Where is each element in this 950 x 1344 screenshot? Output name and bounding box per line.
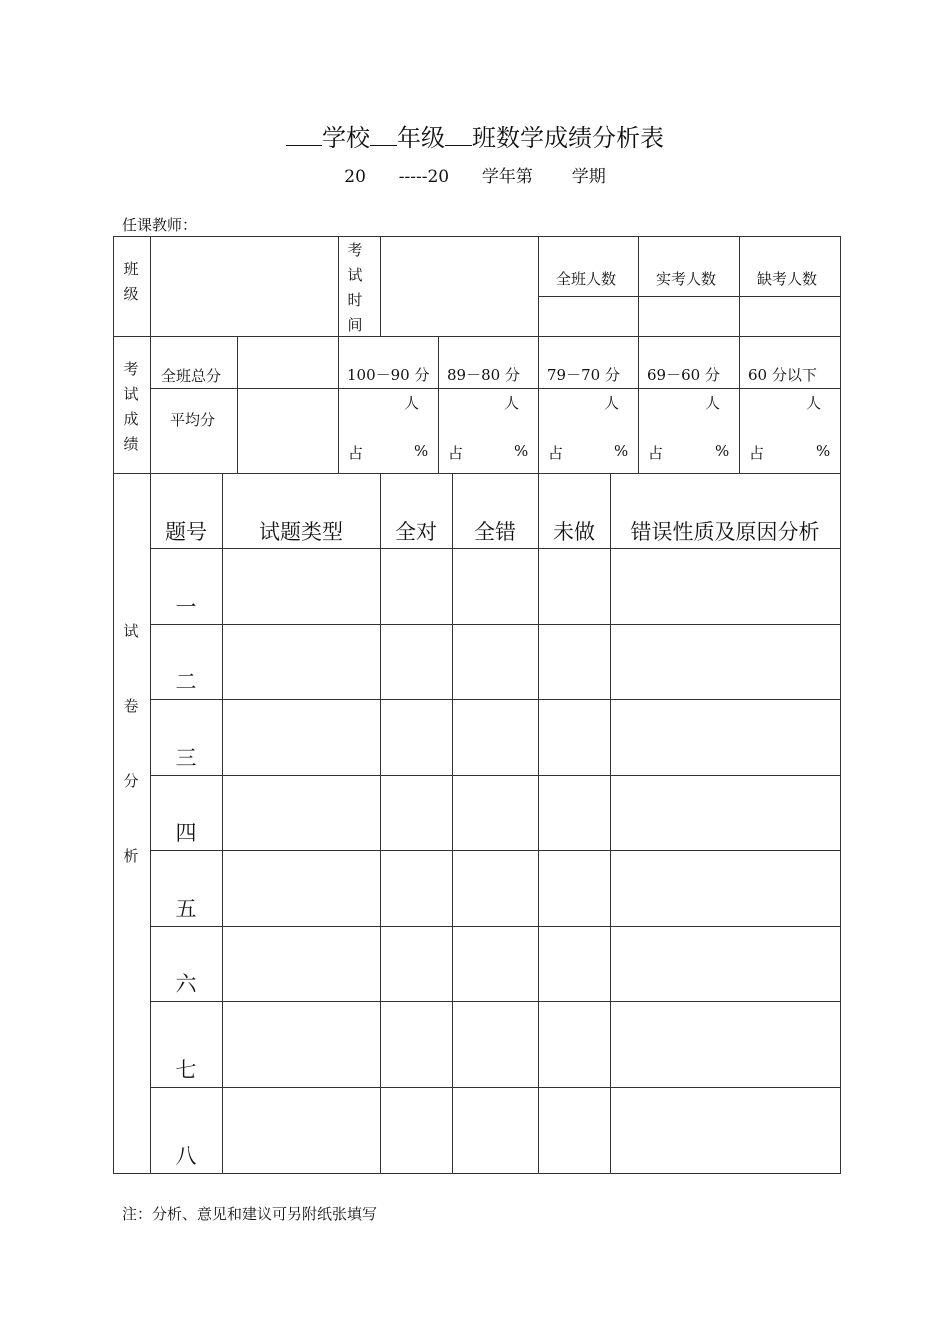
exam-scores-label bbox=[121, 357, 141, 457]
analysis-header: 题号 bbox=[165, 520, 207, 544]
table-rule bbox=[150, 1001, 841, 1002]
table-rule bbox=[538, 236, 539, 337]
table-rule bbox=[638, 236, 639, 337]
table-rule bbox=[222, 473, 223, 1174]
table-rule bbox=[150, 775, 841, 776]
table-rule bbox=[150, 236, 151, 337]
year-end: -----20 bbox=[398, 167, 450, 187]
table-rule bbox=[452, 473, 453, 1174]
share-prefix: 占 bbox=[348, 444, 364, 462]
table-rule bbox=[150, 926, 841, 927]
question-number: 四 bbox=[175, 821, 197, 845]
table-rule bbox=[840, 236, 841, 1174]
year-start: 20 bbox=[344, 167, 366, 187]
persons-unit: 人 bbox=[604, 394, 620, 412]
table-rule bbox=[380, 473, 381, 1174]
score-band-label: 79－70 分 bbox=[547, 366, 620, 384]
percent-sign: % bbox=[715, 442, 730, 460]
analysis-header: 全错 bbox=[474, 520, 516, 544]
footer-note: 注：分析、意见和建议可另附纸张填写 bbox=[122, 1205, 378, 1223]
total-students-label: 全班人数 bbox=[556, 270, 617, 288]
table-rule bbox=[150, 699, 841, 700]
title-main: 班数学成绩分析表 bbox=[472, 124, 664, 152]
persons-unit: 人 bbox=[806, 394, 822, 412]
table-rule bbox=[338, 236, 339, 337]
analysis-header: 错误性质及原因分析 bbox=[630, 520, 820, 544]
question-number: 七 bbox=[175, 1058, 197, 1082]
term-label: 学期 bbox=[571, 167, 606, 187]
table-rule bbox=[113, 236, 841, 237]
persons-unit: 人 bbox=[705, 394, 721, 412]
table-rule bbox=[538, 296, 841, 297]
score-band-label: 100－90 分 bbox=[347, 366, 430, 384]
analysis-header: 未做 bbox=[553, 520, 595, 544]
exam-time-char: 时 bbox=[347, 291, 363, 309]
table-rule bbox=[150, 548, 841, 549]
percent-sign: % bbox=[816, 442, 831, 460]
grade-blank bbox=[370, 123, 397, 146]
percent-sign: % bbox=[514, 442, 529, 460]
percent-sign: % bbox=[614, 442, 629, 460]
score-band-label: 60 分以下 bbox=[748, 366, 817, 384]
class-label-char: 班 bbox=[123, 260, 139, 278]
table-rule bbox=[438, 336, 439, 474]
class-blank bbox=[445, 123, 472, 146]
persons-unit: 人 bbox=[504, 394, 520, 412]
analysis-header: 试题类型 bbox=[259, 520, 343, 544]
actual-students-label: 实考人数 bbox=[656, 270, 717, 288]
table-rule bbox=[150, 1087, 841, 1088]
scores-label-char: 试 bbox=[123, 385, 139, 403]
analysis-label-char: 析 bbox=[123, 847, 139, 865]
table-rule bbox=[113, 236, 114, 1174]
page-title bbox=[0, 118, 950, 153]
question-number: 二 bbox=[175, 670, 197, 694]
analysis-label-char: 卷 bbox=[123, 697, 139, 715]
table-rule bbox=[150, 388, 841, 389]
total-score-label: 全班总分 bbox=[161, 367, 222, 385]
exam-time-label bbox=[345, 238, 365, 338]
question-number: 一 bbox=[175, 595, 197, 619]
question-number: 八 bbox=[175, 1144, 197, 1168]
analysis-header: 全对 bbox=[395, 520, 437, 544]
share-prefix: 占 bbox=[648, 444, 664, 462]
exam-time-char: 试 bbox=[347, 266, 363, 284]
title-school: 学校 bbox=[322, 124, 370, 152]
table-rule bbox=[237, 336, 238, 474]
class-label-char: 级 bbox=[123, 285, 139, 303]
class-label bbox=[121, 257, 141, 307]
title-grade: 年级 bbox=[397, 124, 445, 152]
share-prefix: 占 bbox=[749, 444, 765, 462]
table-rule bbox=[538, 336, 539, 474]
question-number: 六 bbox=[175, 972, 197, 996]
scores-label-char: 绩 bbox=[123, 435, 139, 453]
year-label: 学年第 bbox=[481, 167, 533, 187]
table-rule bbox=[610, 473, 611, 1174]
question-number: 三 bbox=[175, 746, 197, 770]
exam-time-char: 考 bbox=[347, 241, 363, 259]
percent-sign: % bbox=[414, 442, 429, 460]
question-number: 五 bbox=[175, 897, 197, 921]
exam-time-char: 间 bbox=[347, 316, 363, 334]
table-rule bbox=[338, 336, 339, 474]
analysis-label-char: 试 bbox=[123, 622, 139, 640]
table-rule bbox=[150, 336, 151, 474]
school-blank bbox=[286, 123, 322, 146]
score-band-label: 89－80 分 bbox=[447, 366, 520, 384]
score-band-label: 69－60 分 bbox=[647, 366, 720, 384]
table-rule bbox=[739, 336, 740, 474]
scores-label-char: 考 bbox=[123, 360, 139, 378]
academic-year-line bbox=[0, 162, 950, 187]
teacher-label: 任课教师： bbox=[122, 216, 198, 234]
table-rule bbox=[150, 624, 841, 625]
table-rule bbox=[538, 473, 539, 1174]
scores-label-char: 成 bbox=[123, 410, 139, 428]
absent-students-label: 缺考人数 bbox=[757, 270, 818, 288]
paper-analysis-label bbox=[121, 594, 141, 894]
average-label: 平均分 bbox=[170, 411, 216, 429]
share-prefix: 占 bbox=[548, 444, 564, 462]
share-prefix: 占 bbox=[448, 444, 464, 462]
table-rule bbox=[739, 236, 740, 337]
table-rule bbox=[150, 850, 841, 851]
table-rule bbox=[638, 336, 639, 474]
table-rule bbox=[380, 236, 381, 337]
table-rule bbox=[113, 336, 841, 337]
analysis-label-char: 分 bbox=[123, 772, 139, 790]
persons-unit: 人 bbox=[404, 394, 420, 412]
